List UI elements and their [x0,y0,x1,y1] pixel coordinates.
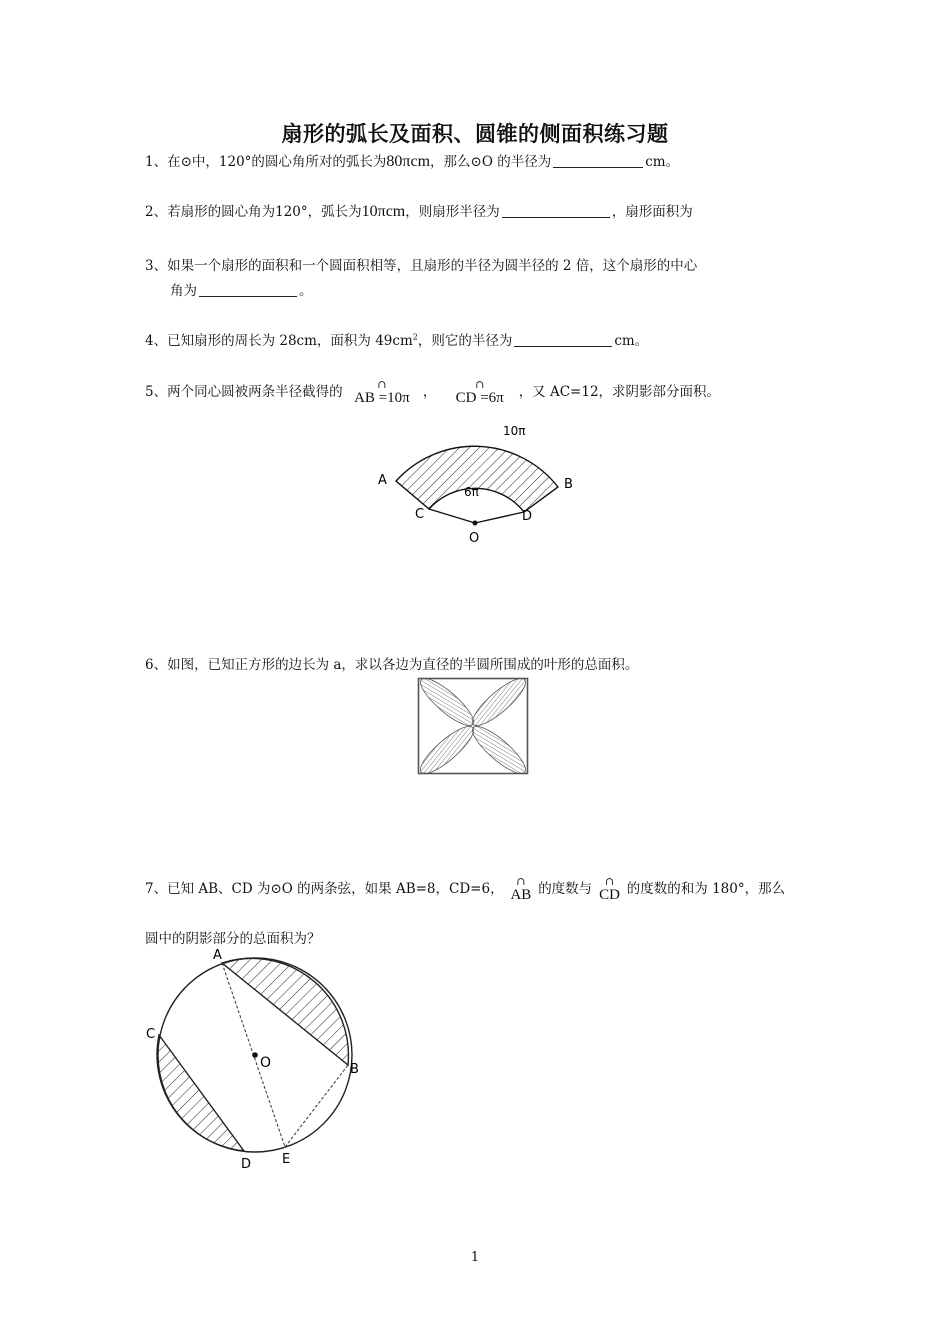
q4-text-post: cm。 [614,333,649,349]
question-4 [145,329,648,349]
arc-symbol-icon: ∩ [516,875,526,888]
q5-text: 5、两个同心圆被两条半径截得的 [145,384,343,400]
center-point-o [473,521,478,526]
q7-text-post: 的度数的和为 180°，那么 [626,881,786,897]
q3-blank [199,282,297,297]
question-5 [145,380,720,406]
shaded-segment-cd [157,1035,244,1151]
question-1 [145,150,679,171]
radius-oc [429,509,475,523]
q7-text: 7、已知 AB、CD 为⊙O 的两条弦，如果 AB=8，CD=6， [145,881,504,897]
chord-eb [285,1065,348,1147]
q5-text-post: ，又 AC=12，求阴影部分面积。 [518,384,721,400]
q7-circle-chords-figure [140,945,370,1175]
question-6: 6、如图，已知正方形的边长为 a，求以各边为直径的半圆所围成的叶形的总面积。 [145,657,639,673]
q1-math: 80πcm [386,153,431,170]
q1-text: 1、在⊙中，120°的圆心角所对的弧长为 [145,154,387,170]
q2-text-mid: ，则扇形半径为 [405,204,500,220]
center-point-o [252,1052,258,1058]
q7-arc-cd [596,877,622,903]
page-number: 1 [470,1250,480,1265]
q1-text-post: cm。 [645,154,680,170]
q4-blank [514,332,612,347]
label-o: O [260,1055,272,1071]
label-d: D [522,509,533,524]
q5-annulus-sector-figure [370,418,580,548]
q1-blank [553,153,643,168]
q5-arc-cd [441,380,519,406]
q5-arc-cd-value: CD =6π [455,390,504,406]
q2-text: 2、若扇形的圆心角为120°，弧长为 [145,204,362,220]
label-o: O [469,531,480,546]
q7-arc-cd-label: CD [599,887,620,903]
q4-text-mid: ，则它的半径为 [417,333,513,349]
label-inner-arc: 6π [464,485,479,499]
q4-superscript: 2 [412,332,418,342]
label-d: D [241,1157,252,1172]
label-c: C [415,507,425,522]
q2-blank [502,203,610,218]
label-e: E [282,1152,291,1167]
question-3-line-1: 3、如果一个扇形的面积和一个圆面积相等，且扇形的半径为圆半径的 2 倍，这个扇形的中心 [145,258,698,274]
q5-arc-ab-value: AB =10π [354,390,410,406]
q5-separator: ， [422,384,437,400]
q5-arc-ab [341,380,423,406]
question-3-line-2 [170,279,313,299]
page-title: 扇形的弧长及面积、圆锥的侧面积练习题 [281,122,669,146]
label-b: B [564,477,573,492]
q3-text-post: 。 [299,283,313,299]
q3-text: 角为 [170,283,197,299]
question-2 [145,200,693,221]
label-outer-arc: 10π [503,424,526,438]
shaded-segment-ab [222,958,348,1065]
label-a: A [378,473,387,488]
q1-text-mid: ，那么⊙O 的半径为 [430,154,552,170]
shaded-region [396,446,558,512]
q2-math: 10πcm [361,203,406,220]
q7-arc-ab-label: AB [510,887,532,903]
q2-text-post: ，扇形面积为 [611,204,693,220]
q4-text: 4、已知扇形的周长为 28cm，面积为 49cm [145,333,413,349]
question-7-line-1 [145,877,785,903]
q7-text-mid: 的度数与 [538,881,593,897]
label-c: C [146,1027,156,1042]
q7-arc-ab [508,877,534,903]
question-7-line-2: 圆中的阴影部分的总面积为？ [145,931,321,947]
q6-square-leaf-figure [417,677,529,775]
label-b: B [350,1062,359,1077]
arc-symbol-icon: ∩ [604,875,615,888]
radius-od [475,512,524,523]
arc-symbol-icon: ∩ [377,378,387,391]
arc-symbol-icon: ∩ [475,378,485,391]
label-a: A [213,948,222,963]
